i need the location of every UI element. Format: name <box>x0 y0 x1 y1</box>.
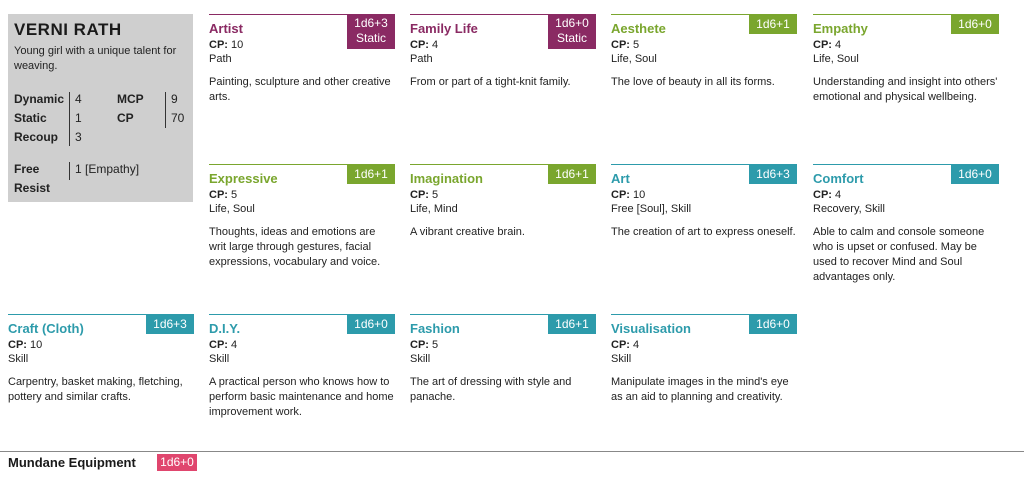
card-title: Visualisation <box>611 321 691 336</box>
dice-badge <box>548 15 596 49</box>
dice-badge: 1d6+1 <box>347 165 395 184</box>
card-header <box>8 314 194 336</box>
free-resist-label: Free <box>14 162 40 176</box>
card-header <box>813 14 999 36</box>
card-header <box>209 314 395 336</box>
card-type: Path <box>410 53 433 65</box>
cp-label: CP <box>611 339 627 351</box>
section-divider <box>0 451 1024 452</box>
card-title: Artist <box>209 21 243 36</box>
free-resist-label: Resist <box>14 181 51 195</box>
dice-badge: 1d6+1 <box>548 315 596 334</box>
card-title: D.I.Y. <box>209 321 241 336</box>
stat-divider <box>165 92 166 128</box>
card-title: Expressive <box>209 171 278 186</box>
card-description: A vibrant creative brain. <box>410 226 525 238</box>
cp-value: 10 <box>633 189 646 201</box>
cp-label: CP <box>209 189 225 201</box>
card-cp: CP: 10 <box>8 339 43 351</box>
cp-label: CP <box>813 39 829 51</box>
advantage-card <box>611 314 797 405</box>
stat-label-cp: CP <box>117 111 134 125</box>
badge-static: Static <box>556 31 587 45</box>
advantage-card <box>209 14 395 105</box>
card-type: Life, Soul <box>611 53 657 65</box>
free-resist-value: 1 [Empathy] <box>75 162 140 176</box>
cp-label: CP <box>209 339 225 351</box>
stat-label-mcp: MCP <box>117 92 144 106</box>
advantage-card <box>410 164 596 240</box>
card-cp: CP: 4 <box>813 39 842 51</box>
dice-badge: 1d6+0 <box>951 165 999 184</box>
cp-value: 5 <box>633 39 640 51</box>
card-title: Aesthete <box>611 21 666 36</box>
stat-value-static: 1 <box>75 111 82 125</box>
card-cp: CP: 4 <box>813 189 842 201</box>
dice-value: 1d6+3 <box>354 16 388 30</box>
card-description: The art of dressing with style and panache. <box>410 376 572 403</box>
card-header <box>611 314 797 336</box>
character-panel <box>8 14 193 202</box>
cp-label: CP <box>813 189 829 201</box>
cp-value: 4 <box>633 339 640 351</box>
stat-value-mcp: 9 <box>171 92 178 106</box>
card-description: Painting, sculpture and other creative arts. <box>209 76 391 103</box>
advantage-card <box>410 314 596 405</box>
card-cp: CP: 10 <box>209 39 244 51</box>
advantage-card <box>813 164 999 285</box>
card-title: Imagination <box>410 171 483 186</box>
cp-value: 10 <box>231 39 244 51</box>
dice-badge: 1d6+3 <box>749 165 797 184</box>
stat-divider <box>69 92 70 146</box>
card-type: Free [Soul], Skill <box>611 203 692 215</box>
card-type: Life, Soul <box>813 53 859 65</box>
dice-value: 1d6+0 <box>555 16 589 30</box>
mundane-equipment-label: Mundane Equipment <box>8 455 136 470</box>
card-header <box>813 164 999 186</box>
card-title: Art <box>611 171 630 186</box>
card-description: Understanding and insight into others' emotional and physical wellbeing. <box>813 76 998 103</box>
card-description: The love of beauty in all its forms. <box>611 76 775 88</box>
card-description: Thoughts, ideas and emotions are writ large through gestures, facial expressions, vocabulary and voice. <box>209 226 381 268</box>
stat-label-dynamic: Dynamic <box>14 92 65 106</box>
card-header <box>410 314 596 336</box>
card-title: Family Life <box>410 21 478 36</box>
character-name: VERNI RATH <box>14 20 122 39</box>
card-cp: CP: 10 <box>611 189 646 201</box>
cp-label: CP <box>209 39 225 51</box>
cp-value: 5 <box>231 189 238 201</box>
dice-badge: 1d6+1 <box>548 165 596 184</box>
dice-badge <box>347 15 395 49</box>
card-title: Craft (Cloth) <box>8 321 84 336</box>
card-cp: CP: 5 <box>209 189 238 201</box>
card-type: Skill <box>611 353 632 365</box>
card-cp: CP: 4 <box>611 339 640 351</box>
dice-badge: 1d6+0 <box>347 315 395 334</box>
advantage-card <box>8 314 194 405</box>
advantage-card <box>611 14 797 90</box>
card-description: Able to calm and console someone who is upset or confused. May be used to recover Mind and Soul advantages only. <box>813 226 985 283</box>
cp-label: CP <box>611 189 627 201</box>
card-type: Life, Soul <box>209 203 255 215</box>
card-type: Recovery, Skill <box>813 203 885 215</box>
mundane-dice-badge: 1d6+0 <box>157 454 197 471</box>
cp-label: CP <box>410 189 426 201</box>
card-title: Fashion <box>410 321 460 336</box>
card-description: A practical person who knows how to perform basic maintenance and home improvement work. <box>209 376 394 418</box>
stat-divider <box>69 162 70 180</box>
card-description: The creation of art to express oneself. <box>611 226 796 238</box>
card-cp: CP: 5 <box>410 339 439 351</box>
card-type: Skill <box>209 353 230 365</box>
card-description: From or part of a tight-knit family. <box>410 76 571 88</box>
card-description: Carpentry, basket making, fletching, pottery and similar crafts. <box>8 376 183 403</box>
cp-label: CP <box>410 339 426 351</box>
advantage-card <box>209 164 395 270</box>
stat-value-dynamic: 4 <box>75 92 82 106</box>
card-cp: CP: 4 <box>410 39 439 51</box>
stat-value-recoup: 3 <box>75 130 82 144</box>
cp-value: 4 <box>835 189 842 201</box>
cp-value: 5 <box>432 189 439 201</box>
advantage-card <box>813 14 999 105</box>
card-type: Skill <box>410 353 431 365</box>
card-cp: CP: 4 <box>209 339 238 351</box>
character-description: Young girl with a unique talent for weaving. <box>14 45 177 72</box>
cp-label: CP <box>8 339 24 351</box>
cp-value: 4 <box>835 39 842 51</box>
card-cp: CP: 5 <box>611 39 640 51</box>
advantage-card <box>209 314 395 420</box>
card-type: Path <box>209 53 232 65</box>
cp-label: CP <box>410 39 426 51</box>
card-title: Comfort <box>813 171 864 186</box>
cp-value: 4 <box>432 39 439 51</box>
stat-label-static: Static <box>14 111 47 125</box>
dice-badge: 1d6+0 <box>951 15 999 34</box>
card-header <box>611 164 797 186</box>
cp-label: CP <box>611 39 627 51</box>
character-stats <box>14 92 189 152</box>
cp-value: 4 <box>231 339 238 351</box>
advantage-card <box>410 14 596 90</box>
card-header <box>410 164 596 186</box>
stat-value-cp: 70 <box>171 111 185 125</box>
card-cp: CP: 5 <box>410 189 439 201</box>
card-title: Empathy <box>813 21 868 36</box>
card-type: Life, Mind <box>410 203 458 215</box>
card-header <box>611 14 797 36</box>
stat-label-recoup: Recoup <box>14 130 59 144</box>
card-header <box>209 164 395 186</box>
advantage-card <box>611 164 797 240</box>
dice-badge: 1d6+1 <box>749 15 797 34</box>
cp-value: 10 <box>30 339 43 351</box>
badge-static: Static <box>355 31 386 45</box>
dice-badge: 1d6+0 <box>749 315 797 334</box>
card-type: Skill <box>8 353 29 365</box>
cp-value: 5 <box>432 339 439 351</box>
card-description: Manipulate images in the mind's eye as an aid to planning and creativity. <box>611 376 789 403</box>
free-resist <box>14 162 189 198</box>
dice-badge: 1d6+3 <box>146 315 194 334</box>
